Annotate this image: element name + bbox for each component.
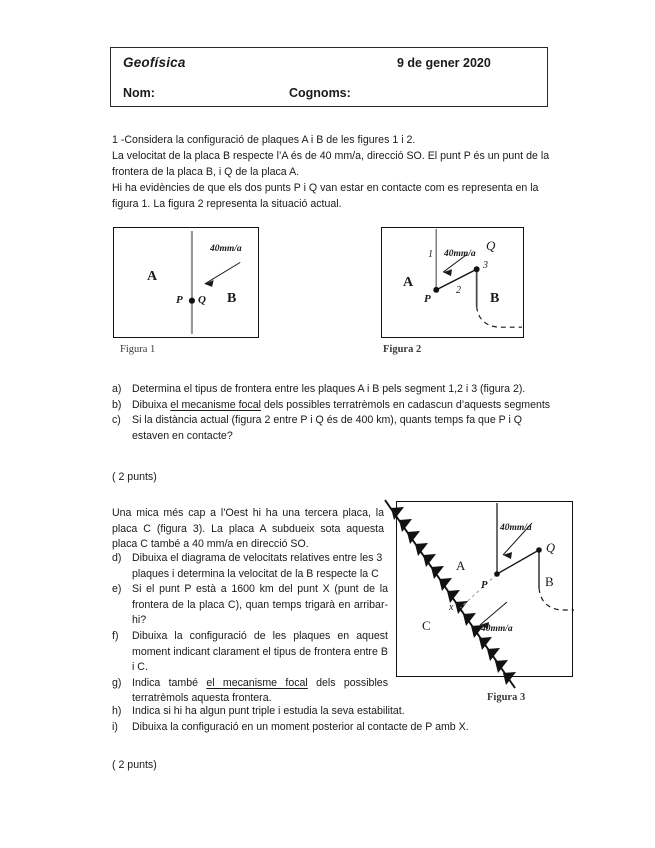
point-x-dot bbox=[457, 607, 461, 611]
figure-2 bbox=[381, 227, 524, 338]
question-g-pre: Indica també bbox=[132, 676, 207, 689]
figure-2-point-p-label: P bbox=[424, 293, 431, 305]
question-item-i bbox=[112, 720, 564, 736]
velocity-ac-arrow-shaft bbox=[480, 602, 507, 625]
velocity-arrow-shaft bbox=[205, 262, 241, 284]
question-b-text bbox=[132, 398, 562, 414]
question-g-post: dels possibles terratrèmols aquesta frontera. bbox=[132, 676, 388, 705]
question-g-underlined: el mecanisme focal bbox=[206, 676, 308, 689]
figure-2-plate-a-label: A bbox=[403, 275, 414, 290]
question-c-text: Si la distància actual (figura 2 entre P i Q és de 400 km), quants temps fa que P i Q estaven en contacte? bbox=[132, 414, 523, 442]
point-3-dot bbox=[474, 266, 480, 272]
point-p-dot bbox=[433, 287, 439, 293]
points-1: ( 2 punts) bbox=[112, 471, 157, 483]
figure-1-point-q-label: Q bbox=[198, 294, 206, 306]
point-q-dot bbox=[536, 547, 542, 553]
question-b-label: b) bbox=[112, 398, 122, 411]
intro-line-2: La velocitat de la placa B respecte l’A és de 40 mm/a, direcció SO. El punt P és un punt de la frontera de la placa B, i Q de la placa A. bbox=[112, 150, 550, 179]
figure-3-plate-b-label: B bbox=[545, 574, 554, 589]
intro-line-3: Hi ha evidències de que els dos punts P i Q van estar en contacte com es representa en la figura 1. La figura 2 representa la situació actual. bbox=[112, 182, 539, 211]
figure-3-caption: Figura 3 bbox=[487, 692, 526, 703]
transform-dashed-curve bbox=[477, 307, 522, 328]
question-g-text bbox=[132, 676, 388, 707]
figure-2-segment-2-label: 2 bbox=[456, 285, 461, 296]
question-b-underlined: el mecanisme focal bbox=[170, 398, 261, 411]
contact-point-dot bbox=[189, 298, 195, 304]
figure-3-velocity-ac-label: 40mm/a bbox=[481, 624, 513, 634]
question-h-label: h) bbox=[112, 705, 122, 717]
question-h-text: Indica si hi ha algun punt triple i estudia la seva estabilitat. bbox=[132, 705, 405, 717]
segment-2-line bbox=[497, 550, 539, 574]
figure-2-velocity-label: 40mm/a bbox=[444, 249, 476, 259]
figure-1-velocity-label: 40mm/a bbox=[210, 244, 242, 254]
question-item-a bbox=[112, 382, 562, 398]
question-f-text: Dibuixa la configuració de les plaques en aquest moment indicant clarament el tipus de frontera entre B i C. bbox=[132, 629, 388, 674]
figure-2-segment-1-label: 1 bbox=[428, 249, 433, 260]
question-item-c bbox=[112, 413, 562, 444]
question-item-d bbox=[112, 551, 388, 582]
figure-3-velocity-ab-label: 40mm/a bbox=[500, 523, 532, 533]
question-item-f bbox=[112, 629, 388, 676]
figure-3 bbox=[396, 501, 573, 677]
figure-1-point-p-label: P bbox=[176, 294, 183, 306]
question-f-label: f) bbox=[112, 629, 119, 642]
figure-3-point-p-label: P bbox=[481, 580, 488, 591]
figure-3-plate-a-label: A bbox=[456, 558, 466, 573]
question-item-g bbox=[112, 676, 388, 707]
questions-hi-list bbox=[112, 704, 564, 735]
question-i-label: i) bbox=[112, 720, 118, 733]
question-b-post: dels possibles terratrèmols en cadascun d’aquests segments bbox=[260, 398, 551, 411]
intro-line-1: 1 -Considera la configuració de plaques A i B de les figures 1 i 2. bbox=[112, 134, 416, 146]
figure-3-point-q-label: Q bbox=[546, 541, 556, 555]
question-b-pre: Dibuixa bbox=[132, 398, 171, 411]
question-item-e bbox=[112, 582, 388, 629]
figure-2-plate-b-label: B bbox=[490, 291, 500, 306]
questions-defg-list bbox=[112, 551, 388, 707]
question-a-text: Determina el tipus de frontera entre les plaques A i B pels segment 1,2 i 3 (figura 2). bbox=[132, 383, 526, 395]
points-2: ( 2 punts) bbox=[112, 759, 157, 771]
velocity-arrow-head bbox=[443, 269, 452, 276]
question-c-label: c) bbox=[112, 414, 121, 427]
question-i-text: Dibuixa la configuració en un moment posterior al contacte de P amb X. bbox=[132, 720, 469, 733]
transform-dashed-curve bbox=[539, 588, 583, 610]
figure-3-point-x-label: x bbox=[449, 602, 454, 613]
header-box bbox=[110, 47, 548, 107]
figure-1-plate-b-label: B bbox=[227, 291, 237, 306]
figure-1-caption: Figura 1 bbox=[120, 344, 156, 355]
question-g-label: g) bbox=[112, 676, 122, 689]
figure-2-caption: Figura 2 bbox=[383, 344, 422, 355]
question-item-b bbox=[112, 398, 562, 414]
questions-abc-list bbox=[112, 382, 562, 444]
paragraph-2: Una mica més cap a l’Oest hi ha una tercera placa, la placa C (figura 3). La placa A subdueix sota aquesta placa C també a 40 mm/a en direcció SO. bbox=[112, 507, 384, 551]
question-item-h bbox=[112, 704, 564, 720]
point-p-dot bbox=[494, 571, 500, 577]
figure-2-segment-3-label: 3 bbox=[483, 260, 488, 271]
question-d-label: d) bbox=[112, 552, 122, 564]
figure-3-plate-c-label: C bbox=[422, 618, 431, 633]
exam-date: 9 de gener 2020 bbox=[397, 56, 491, 70]
question-e-text: Si el punt P està a 1600 km del punt X (punt de la frontera de la placa C), quan temps trigarà en arribar-hi? bbox=[132, 583, 388, 627]
x-to-p-dashed-line bbox=[459, 574, 497, 609]
surname-label: Cognoms: bbox=[289, 86, 351, 100]
figure-1-plate-a-label: A bbox=[147, 269, 158, 284]
question-d-text: Dibuixa el diagrama de velocitats relatives entre les 3 plaques i determina la velocitat de la B respecte la C bbox=[132, 552, 383, 580]
figure-1 bbox=[113, 227, 259, 338]
question-e-label: e) bbox=[112, 583, 122, 596]
name-label: Nom: bbox=[123, 86, 155, 100]
intro-paragraph bbox=[112, 132, 564, 212]
question-a-label: a) bbox=[112, 383, 122, 395]
figure-2-point-q-label: Q bbox=[486, 238, 496, 253]
subject-title: Geofísica bbox=[123, 55, 186, 70]
